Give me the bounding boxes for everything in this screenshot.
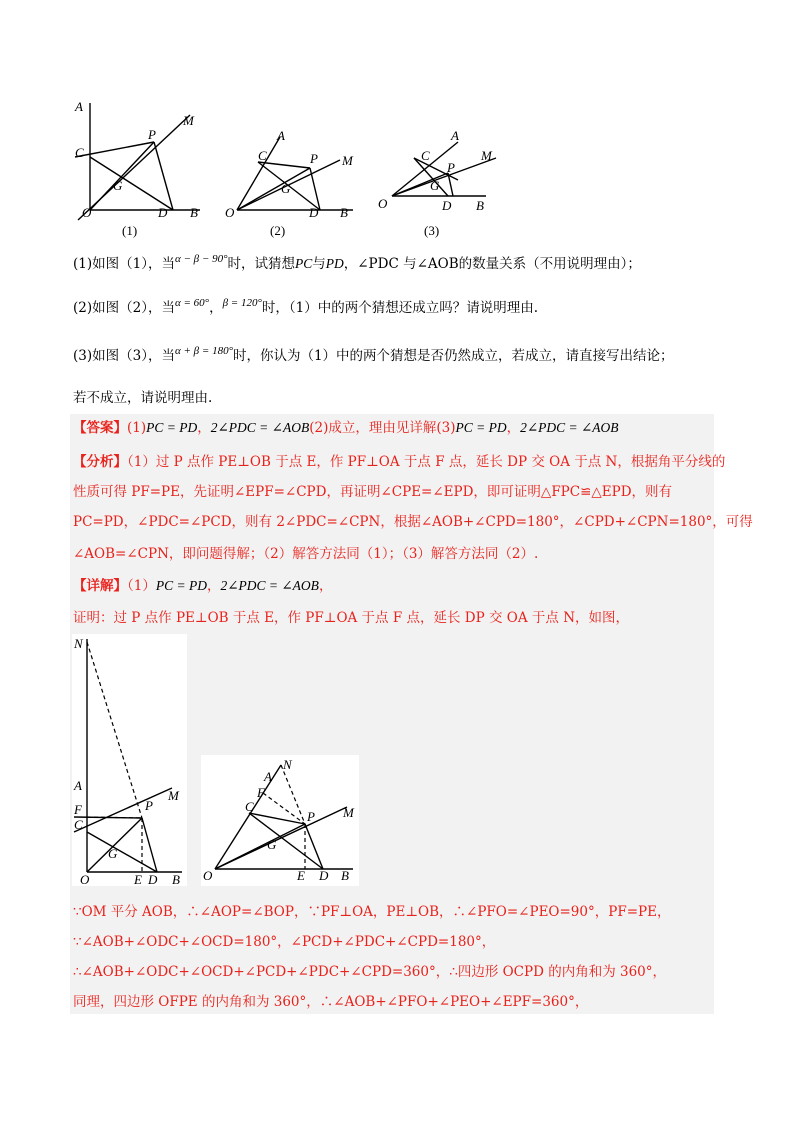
label-B: B bbox=[172, 872, 180, 886]
figure-3 bbox=[378, 128, 508, 240]
label-B: B bbox=[476, 198, 484, 213]
analysis-line-1: 【分析】（1）过 P 点作 PE⊥OB 于点 E，作 PF⊥OA 于点 F 点，延长 DP 交 OA 于点 N，根据角平分线的 bbox=[73, 454, 726, 470]
label-A: A bbox=[264, 769, 272, 784]
label-F: F bbox=[74, 802, 82, 817]
label-G: G bbox=[430, 178, 440, 193]
label-D: D bbox=[309, 205, 319, 220]
label-P: P bbox=[307, 809, 315, 824]
label-A: A bbox=[75, 99, 83, 114]
label-C: C bbox=[258, 148, 267, 163]
label-O: O bbox=[82, 205, 92, 220]
caption-1: (1) bbox=[122, 223, 138, 238]
label-G: G bbox=[113, 178, 123, 193]
analysis-line-4: ∠AOB=∠CPN，即问题得解；（2）解答方法同（1）；（3）解答方法同（2）. bbox=[73, 546, 539, 562]
label-B: B bbox=[190, 205, 198, 220]
question-3-cont: 若不成立，请说明理由. bbox=[73, 390, 213, 406]
label-A: A bbox=[277, 128, 285, 143]
label-N: N bbox=[283, 757, 292, 772]
figure-1 bbox=[70, 95, 210, 240]
label-E: E bbox=[134, 872, 142, 886]
label-G: G bbox=[267, 837, 277, 852]
caption-3: (3) bbox=[424, 223, 440, 238]
label-P: P bbox=[145, 798, 153, 813]
label-E: E bbox=[297, 868, 305, 883]
label-D: D bbox=[319, 868, 329, 883]
label-M: M bbox=[342, 153, 353, 168]
figure-2 bbox=[225, 125, 365, 240]
question-1: (1)如图（1），当$^{\alpha - \beta - 90^\circ}$时，试猜想PC与PD，∠PDC 与∠AOB的数量关系（不用说明理由）； bbox=[73, 253, 641, 272]
label-N: N bbox=[74, 636, 83, 651]
label-M: M bbox=[343, 805, 354, 820]
proof-figure-2 bbox=[201, 755, 359, 886]
proof-line-3: ∴∠AOB+∠ODC+∠OCD+∠PCD+∠PDC+∠CPD=360°，∴四边形 OCPD 的内角和为 360°， bbox=[73, 964, 667, 980]
analysis-line-3: PC=PD，∠PDC=∠PCD，则有 2∠PDC=∠CPN，根据∠AOB+∠CPD=180°，∠CPD+∠CPN=180°，可得 bbox=[73, 514, 753, 530]
label-G: G bbox=[108, 846, 118, 861]
label-C: C bbox=[75, 145, 84, 160]
label-D: D bbox=[158, 205, 168, 220]
label-C: C bbox=[74, 817, 83, 832]
proof-line-4: 同理，四边形 OFPE 的内角和为 360°，∴∠AOB+∠PFO+∠PEO+∠EPF=360°， bbox=[73, 994, 589, 1010]
label-P: P bbox=[447, 160, 455, 175]
label-M: M bbox=[481, 148, 492, 163]
label-D: D bbox=[442, 198, 452, 213]
label-B: B bbox=[341, 868, 349, 883]
proof-figure-1 bbox=[72, 634, 187, 886]
proof-line-1: ∵OM 平分 AOB，∴∠AOP=∠BOP，∵PF⊥OA，PE⊥OB，∴∠PFO=∠PEO=90°，PF=PE， bbox=[73, 904, 671, 920]
detail-line-1: 【详解】（1）PC = PD，2∠PDC = ∠AOB， bbox=[73, 578, 333, 594]
label-F: F bbox=[257, 785, 265, 800]
question-2: (2)如图（2），当$^{\alpha = 60^\circ}$，$^{\beta = 120^\circ}$时，（1）中的两个猜想还成立吗？请说明理由. bbox=[73, 297, 539, 316]
label-P: P bbox=[310, 151, 318, 166]
label-D: D bbox=[148, 872, 158, 886]
label-M: M bbox=[183, 113, 194, 128]
analysis-line-2: 性质可得 PF=PE，先证明∠EPF=∠CPD，再证明∠CPE=∠EPD，即可证明△FPC≌△EPD，则有 bbox=[73, 484, 673, 500]
label-P: P bbox=[148, 127, 156, 142]
label-B: B bbox=[340, 205, 348, 220]
label-G: G bbox=[281, 181, 291, 196]
label-O: O bbox=[80, 872, 90, 886]
answer-line: 【答案】(1)PC = PD，2∠PDC = ∠AOB(2)成立，理由见详解(3)PC = PD，2∠PDC = ∠AOB bbox=[73, 420, 619, 436]
label-A: A bbox=[74, 778, 82, 793]
label-M: M bbox=[168, 788, 179, 803]
label-O: O bbox=[378, 196, 388, 211]
proof-line-2: ∵∠AOB+∠ODC+∠OCD=180°，∠PCD+∠PDC+∠CPD=180°， bbox=[73, 934, 496, 950]
detail-line-2: 证明：过 P 点作 PE⊥OB 于点 E，作 PF⊥OA 于点 F 点，延长 DP 交 OA 于点 N，如图， bbox=[73, 610, 630, 626]
label-C: C bbox=[421, 148, 430, 163]
label-A: A bbox=[451, 128, 459, 143]
label-O: O bbox=[225, 205, 235, 220]
label-C: C bbox=[245, 799, 254, 814]
question-3: (3)如图（3），当$^{\alpha + \beta = 180^\circ}$时，你认为（1）中的两个猜想是否仍然成立，若成立，请直接写出结论； bbox=[73, 345, 674, 364]
caption-2: (2) bbox=[270, 223, 286, 238]
label-O: O bbox=[203, 868, 213, 883]
